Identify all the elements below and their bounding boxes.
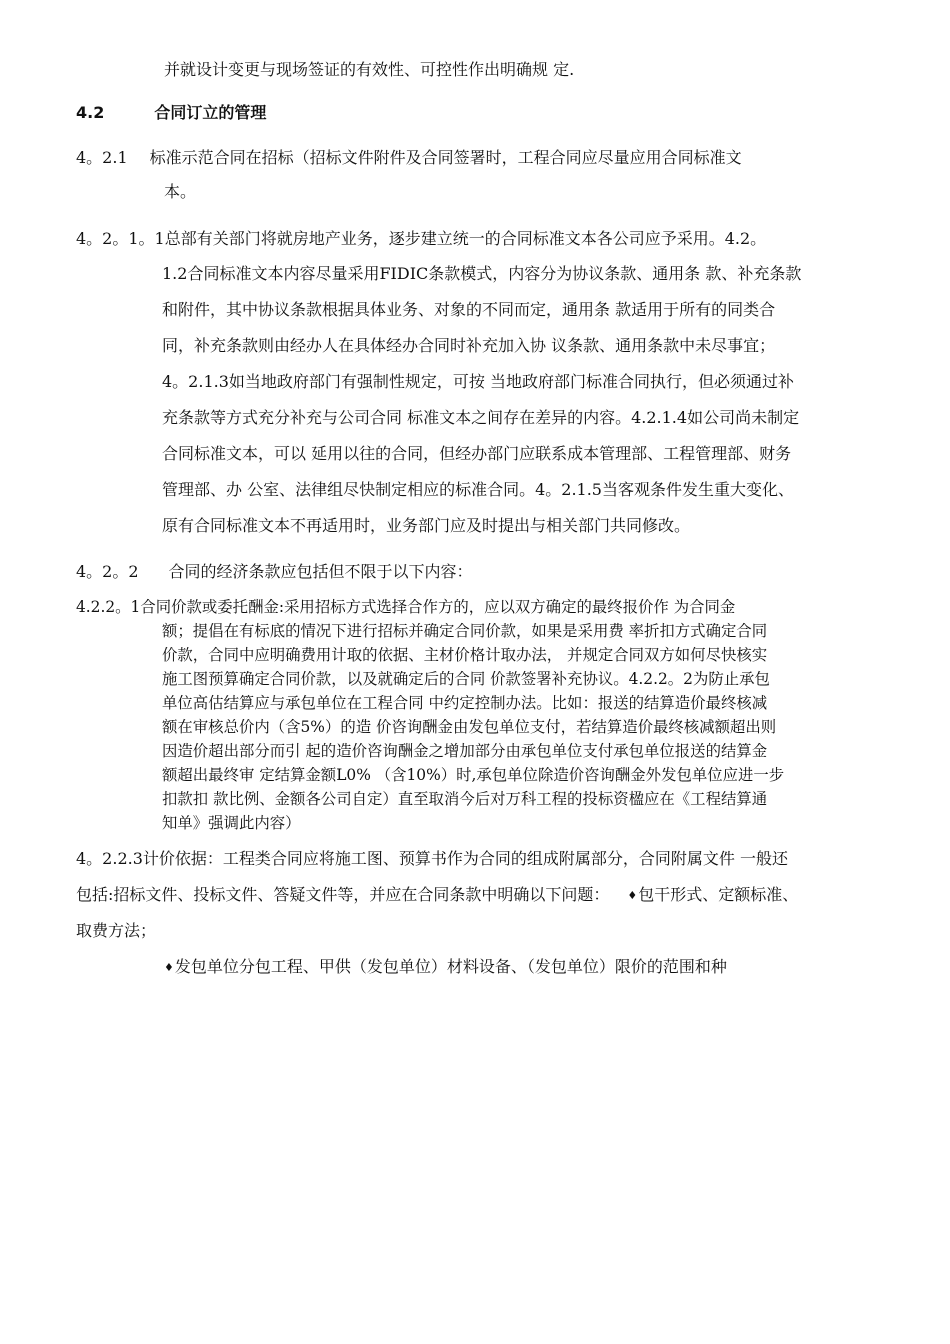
paragraph-4221-line4: 施工图预算确定合同价款，以及就确定后的合同 价款签署补充协议。4.2.2。2为防止承包 [162,670,770,688]
paragraph-4211-line7: 合同标准文本，可以 延用以往的合同，但经办部门应联系成本管理部、工程管理部、财务 [162,444,792,463]
paragraph-4211-line6: 充条款等方式充分补充与公司合同 标准文本之间存在差异的内容。4.2.1.4如公司尚未制定 [162,408,800,427]
paragraph-4223-line3: 取费方法； [76,921,157,940]
paragraph-4221-line7: 因造价超出部分而引 起的造价咨询酬金之增加部分由承包单位支付承包单位报送的结算金 [162,742,768,760]
section-number: 4。2.1 [76,148,128,167]
paragraph-421-line1 [76,148,742,168]
intro-line: 并就设计变更与现场签证的有效性、可控性作出明确规 定. [164,60,575,79]
paragraph-4211-line5: 4。2.1.3如当地政府部门有强制性规定，可按 当地政府部门标准合同执行，但必须通过补 [162,372,794,391]
paragraph-4211-line3: 和附件，其中协议条款根据具体业务、对象的不同而定，通用条 款适用于所有的同类合 [162,300,776,319]
paragraph-4211-line2: 1.2合同标准文本内容尽量采用FIDIC条款模式，内容分为协议条款、通用条 款、补充条款 [162,264,802,283]
bullet-item-text: 包干形式、定额标准、 [638,885,799,904]
paragraph-4221-line2: 额；提倡在有标底的情况下进行招标并确定合同价款，如果是采用费 率折扣方式确定合同 [162,622,768,640]
paragraph-4221-line10: 知单》强调此内容） [162,814,301,832]
paragraph-4221-line8: 额超出最终审 定结算金额L0% （含10%）时,承包单位除造价咨询酬金外发包单位应进一步 [162,766,785,784]
paragraph-4221-line1: 4.2.2。1合同价款或委托酬金:采用招标方式选择合作方的，应以双方确定的最终报价作 为合同金 [76,598,736,616]
paragraph-4221-line5: 单位高估结算应与承包单位在工程合同 中约定控制办法。比如：报送的结算造价最终核减 [162,694,768,712]
heading-title: 合同订立的管理 [154,103,267,122]
bullet-item [164,957,727,978]
paragraph-4221-line9: 扣款扣 款比例、金额各公司自定）直至取消今后对万科工程的投标资楹应在《工程结算通 [162,790,768,808]
paragraph-4223-line1: 4。2.2.3计价依据：工程类合同应将施工图、预算书作为合同的组成附属部分，合同附属文件 一般还 [76,849,788,868]
heading-number: 4.2 [76,103,105,122]
paragraph-4223-text: 包括:招标文件、投标文件、答疑文件等，并应在合同条款中明确以下问题： [76,885,610,904]
paragraph-4211-line4: 同，补充条款则由经办人在具体经办合同时补充加入协 议条款、通用条款中未尽事宜； [162,336,776,355]
paragraph-422 [76,562,473,582]
diamond-bullet-icon: ♦ [164,961,174,974]
paragraph-4221-line3: 价款，合同中应明确费用计取的依据、主材价格计取办法， 并规定合同双方如何尽快核实 [162,646,768,664]
diamond-bullet-icon: ♦ [627,889,638,902]
section-text: 合同的经济条款应包括但不限于以下内容： [168,562,473,581]
paragraph-4211-line1: 4。2。1。1总部有关部门将就房地产业务，逐步建立统一的合同标准文本各公司应予采用。4.2。 [76,229,767,248]
section-number: 4。2。2 [76,562,139,581]
section-heading [76,103,266,123]
paragraph-4221-line6: 额在审核总价内（含5%）的造 价咨询酬金由发包单位支付，若结算造价最终核减额超出则 [162,718,777,736]
paragraph-4211-line8: 管理部、办 公室、法律组尽快制定相应的标准合同。4。2.1.5当客观条件发生重大变化、 [162,480,794,499]
paragraph-4211-line9: 原有合同标准文本不再适用时，业务部门应及时提出与相关部门共同修改。 [162,516,691,535]
paragraph-4223-line2 [76,885,798,906]
bullet-item-text: 发包单位分包工程、甲供（发包单位）材料设备、（发包单位）限价的范围和种 [174,957,727,976]
paragraph-421-line2: 本。 [164,182,197,201]
section-text: 标准示范合同在招标（招标文件附件及合同签署时，工程合同应尽量应用合同标准文 [149,148,742,167]
